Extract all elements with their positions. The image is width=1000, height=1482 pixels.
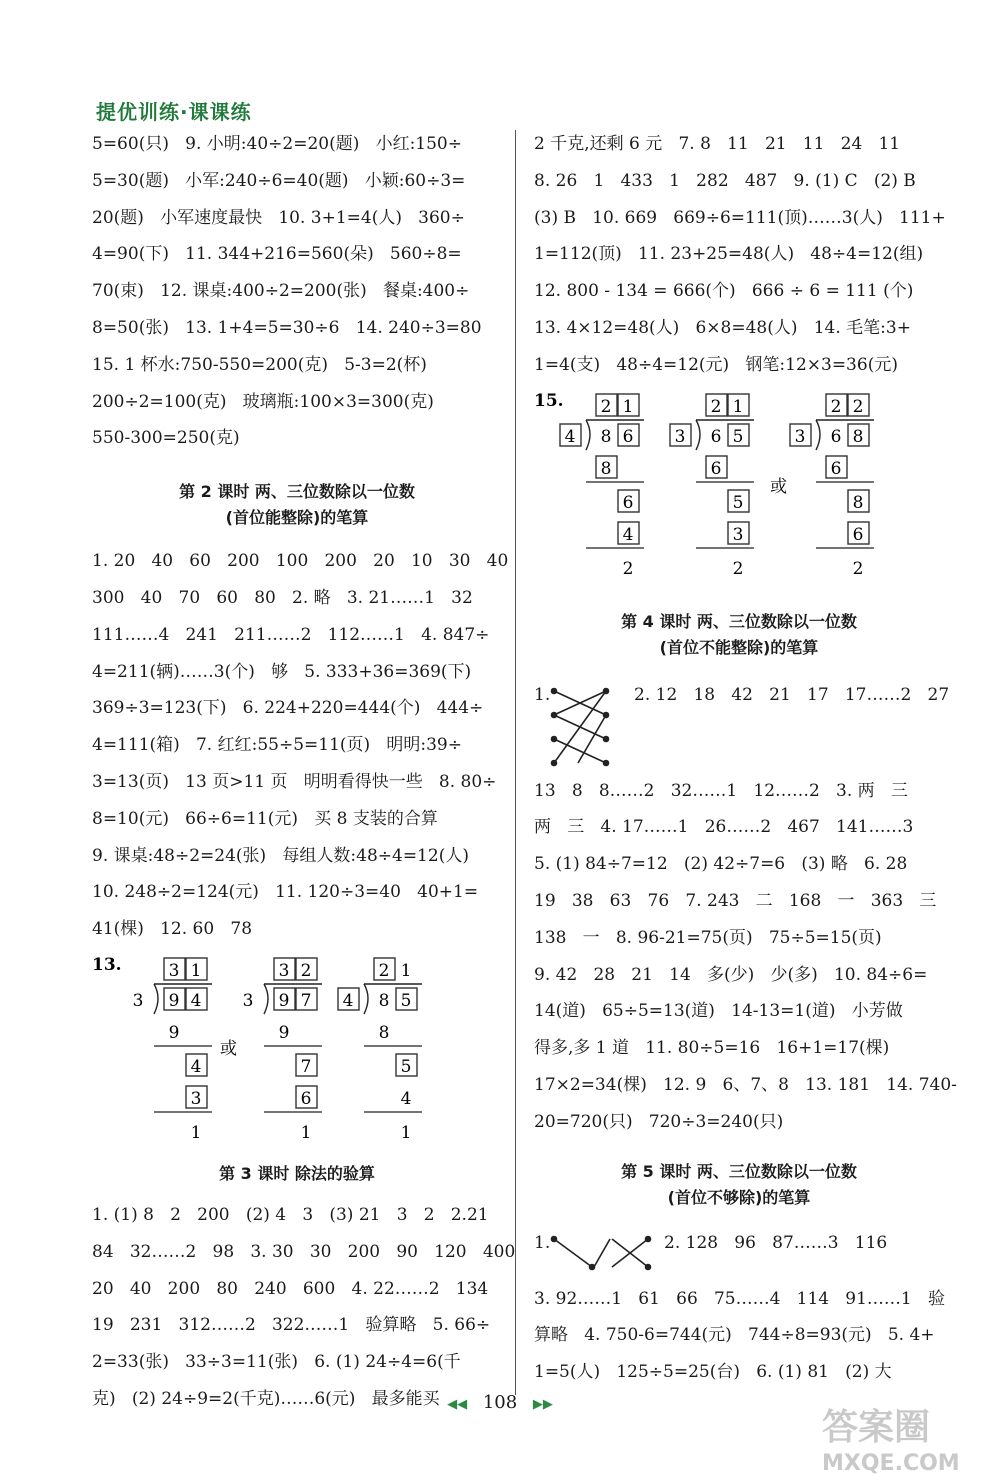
step-digit: 7 bbox=[300, 1056, 312, 1077]
divisor: 3 bbox=[674, 426, 686, 447]
quotient-digit: 1 bbox=[622, 396, 634, 417]
remainder: 1 bbox=[400, 1122, 412, 1143]
answer-line: 1=5(人) 125÷5=25(台) 6. (1) 81 (2) 大 bbox=[534, 1362, 892, 1383]
answer-line: (3) B 10. 669 669÷6=111(顶)……3(人) 111+ bbox=[534, 207, 946, 228]
section-4-title bbox=[534, 609, 944, 661]
answer-line: 9. 42 28 21 14 多(少) 少(多) 10. 84÷6= bbox=[534, 964, 928, 985]
section-title-line: 第 2 课时 两、三位数除以一位数 bbox=[179, 482, 415, 502]
answer-line: 138 一 8. 96-21=75(页) 75÷5=15(页) bbox=[534, 927, 882, 948]
answer-line: 克) (2) 24÷9=2(千克)……6(元) 最多能买 bbox=[92, 1388, 440, 1409]
step-digit: 6 bbox=[622, 492, 634, 513]
division-2 bbox=[670, 394, 754, 579]
division-bracket bbox=[264, 984, 268, 1014]
answer-line: 300 40 70 60 80 2. 略 3. 21……1 32 bbox=[92, 587, 473, 608]
matching-lines-figure-2 bbox=[548, 1229, 658, 1279]
step-digit: 9 bbox=[278, 1022, 290, 1043]
quotient-digit: 2 bbox=[830, 396, 842, 417]
dividend-digit: 6 bbox=[830, 426, 842, 447]
step-digit: 4 bbox=[400, 1088, 412, 1109]
answer-line: 两 三 4. 17……1 26……2 467 141……3 bbox=[534, 817, 914, 838]
quotient-digit: 1 bbox=[400, 960, 412, 981]
step-digit: 3 bbox=[190, 1088, 202, 1109]
question-number: 1. bbox=[534, 684, 551, 705]
dividend-digit: 9 bbox=[278, 990, 290, 1011]
division-bracket bbox=[154, 984, 158, 1014]
remainder: 2 bbox=[732, 558, 744, 579]
or-label: 或 bbox=[770, 476, 787, 497]
answer-line: 8=50(张) 13. 1+4=5=30÷6 14. 240÷3=80 bbox=[92, 317, 482, 338]
remainder: 2 bbox=[622, 558, 634, 579]
answer-line: 2 千克,还剩 6 元 7. 8 11 21 11 24 11 bbox=[534, 134, 901, 154]
question-number: 13. bbox=[92, 954, 122, 975]
division-2 bbox=[243, 958, 322, 1143]
answer-line: 4=111(箱) 7. 红红:55÷5=11(页) 明明:39÷ bbox=[92, 735, 462, 756]
answer-line: 8. 26 1 433 1 282 487 9. (1) C (2) B bbox=[534, 170, 916, 191]
matching-lines-figure bbox=[548, 683, 628, 779]
answer-line: 111……4 241 211……2 112……1 4. 847÷ bbox=[92, 624, 490, 645]
answer-line: 4=211(辆)……3(个) 够 5. 333+36=369(下) bbox=[92, 661, 472, 682]
answer-line: 14(道) 65÷5=13(道) 14-13=1(道) 小芳做 bbox=[534, 1001, 903, 1022]
dividend-digit: 8 bbox=[852, 426, 864, 447]
question-number: 15. bbox=[534, 390, 564, 411]
quotient-digit: 3 bbox=[278, 960, 290, 981]
answer-line: 2=33(张) 33÷3=11(张) 6. (1) 24÷4=6(千 bbox=[92, 1352, 461, 1373]
section-subtitle-line: (首位能整除)的笔算 bbox=[225, 508, 369, 528]
remainder: 1 bbox=[190, 1122, 202, 1143]
divisor: 3 bbox=[794, 426, 806, 447]
remainder: 2 bbox=[852, 558, 864, 579]
quotient-digit: 3 bbox=[168, 960, 180, 981]
quotient-digit: 2 bbox=[710, 396, 722, 417]
quotient-digit: 1 bbox=[732, 396, 744, 417]
answers-block-3 bbox=[92, 1197, 516, 1418]
question-answers: 2. 12 18 42 21 17 17……2 27 bbox=[634, 684, 950, 705]
dividend-digit: 8 bbox=[600, 426, 612, 447]
answer-line: 550-300=250(克) bbox=[92, 428, 240, 449]
answer-line: 5. (1) 84÷7=12 (2) 42÷7=6 (3) 略 6. 28 bbox=[534, 854, 908, 875]
section-subtitle-line: (首位不能整除)的笔算 bbox=[659, 637, 819, 657]
step-digit: 6 bbox=[830, 458, 842, 479]
answer-line: 5=30(题) 小军:240÷6=40(题) 小颖:60÷3= bbox=[92, 170, 466, 191]
remainder: 1 bbox=[300, 1122, 312, 1143]
answer-line: 13 8 8……2 32……1 12……2 3. 两 三 bbox=[534, 780, 908, 801]
answer-line: 1. (1) 8 2 200 (2) 4 3 (3) 21 3 2 2.21 bbox=[92, 1204, 489, 1225]
answer-line: 10. 248÷2=124(元) 11. 120÷3=40 40+1= bbox=[92, 882, 479, 903]
answer-line: 20=720(只) 720÷3=240(只) bbox=[534, 1111, 784, 1132]
prev-arrows-icon: ◀◀ bbox=[447, 1397, 468, 1412]
answers-block-r2 bbox=[534, 773, 957, 1141]
step-digit: 8 bbox=[600, 458, 612, 479]
divisor: 4 bbox=[342, 990, 354, 1011]
step-digit: 3 bbox=[732, 524, 744, 545]
answer-line: 15. 1 杯水:750-550=200(克) 5-3=2(杯) bbox=[92, 354, 427, 375]
divisor: 3 bbox=[132, 990, 144, 1011]
quotient-digit: 2 bbox=[852, 396, 864, 417]
section-3-title bbox=[92, 1161, 502, 1187]
answers-block-2 bbox=[92, 543, 509, 948]
matching-question-5-1 bbox=[534, 1225, 944, 1281]
answer-line: 3. 92……1 61 66 75……4 114 91……1 验 bbox=[534, 1288, 945, 1309]
section-5-title bbox=[534, 1159, 944, 1211]
answer-line: 4=90(下) 11. 344+216=560(朵) 560÷8= bbox=[92, 244, 462, 265]
dividend-digit: 6 bbox=[710, 426, 722, 447]
question-answers: 2. 128 96 87……3 116 bbox=[664, 1232, 888, 1253]
answer-line: 1=112(顶) 11. 23+25=48(人) 48÷4=12(组) bbox=[534, 244, 924, 265]
answer-line: 17×2=34(棵) 12. 9 6、7、8 13. 181 14. 740- bbox=[534, 1074, 957, 1095]
answers-block-1 bbox=[92, 126, 502, 457]
dividend-digit: 8 bbox=[378, 990, 390, 1011]
answer-line: 13. 4×12=48(人) 6×8=48(人) 14. 毛笔:3+ bbox=[534, 317, 911, 338]
step-digit: 8 bbox=[852, 492, 864, 513]
q15-long-division bbox=[534, 384, 944, 589]
section-title-line: 第 3 课时 除法的验算 bbox=[219, 1163, 375, 1183]
step-digit: 9 bbox=[168, 1022, 180, 1043]
answer-line: 70(束) 12. 课桌:400÷2=200(张) 餐桌:400÷ bbox=[92, 281, 470, 302]
quotient-digit: 2 bbox=[600, 396, 612, 417]
dividend-digit: 6 bbox=[622, 426, 634, 447]
quotient-digit: 2 bbox=[378, 960, 390, 981]
division-bracket bbox=[816, 420, 820, 450]
answer-line: 84 32……2 98 3. 30 30 200 90 120 400 bbox=[92, 1241, 516, 1262]
dividend-digit: 5 bbox=[400, 990, 412, 1011]
answer-line: 算略 4. 750-6=744(元) 744÷8=93(元) 5. 4+ bbox=[534, 1325, 935, 1346]
q15-division-figure bbox=[534, 384, 944, 589]
division-bracket bbox=[586, 420, 590, 450]
dividend-digit: 7 bbox=[300, 990, 312, 1011]
page-number: 108 bbox=[482, 1392, 518, 1413]
watermark-logo: 答案圈 MXQE.COM bbox=[822, 1407, 960, 1476]
step-digit: 5 bbox=[732, 492, 744, 513]
quotient-digit: 2 bbox=[300, 960, 312, 981]
answer-line: 9. 课桌:48÷2=24(张) 每组人数:48÷4=12(人) bbox=[92, 845, 469, 866]
answer-line: 19 231 312……2 322……1 验算略 5. 66÷ bbox=[92, 1315, 491, 1336]
step-digit: 8 bbox=[378, 1022, 390, 1043]
answers-block-r3 bbox=[534, 1281, 944, 1391]
question-number: 1. bbox=[534, 1232, 551, 1253]
division-3 bbox=[338, 958, 422, 1143]
answer-line: 3=13(页) 13 页>11 页 明明看得快一些 8. 80÷ bbox=[92, 771, 497, 792]
answer-line: 8=10(元) 66÷6=11(元) 买 8 支装的合算 bbox=[92, 808, 438, 829]
next-arrows-icon: ▶▶ bbox=[532, 1397, 553, 1412]
answer-line: 5=60(只) 9. 小明:40÷2=20(题) 小红:150÷ bbox=[92, 134, 462, 154]
divisor: 4 bbox=[564, 426, 576, 447]
step-digit: 4 bbox=[190, 1056, 202, 1077]
answer-line: 得多,多 1 道 11. 80÷5=16 16+1=17(棵) bbox=[534, 1038, 890, 1059]
section-title-line: 第 4 课时 两、三位数除以一位数 bbox=[621, 611, 857, 631]
step-digit: 6 bbox=[710, 458, 722, 479]
q13-division-figure bbox=[92, 948, 502, 1153]
quotient-digit: 1 bbox=[190, 960, 202, 981]
answer-line: 12. 800 - 134 = 666(个) 666 ÷ 6 = 111 (个) bbox=[534, 281, 914, 302]
step-digit: 4 bbox=[622, 524, 634, 545]
answer-line: 19 38 63 76 7. 243 二 168 一 363 三 bbox=[534, 890, 937, 911]
right-column bbox=[534, 126, 957, 1391]
division-3 bbox=[790, 394, 874, 579]
step-digit: 6 bbox=[300, 1088, 312, 1109]
matching-question-1 bbox=[534, 677, 950, 773]
section-subtitle-line: (首位不够除)的笔算 bbox=[667, 1187, 811, 1207]
left-column bbox=[92, 126, 516, 1418]
section-title-line: 第 5 课时 两、三位数除以一位数 bbox=[621, 1161, 857, 1181]
answers-block-r1 bbox=[534, 126, 944, 384]
answer-line: 1. 20 40 60 200 100 200 20 10 30 40 bbox=[92, 551, 509, 572]
answer-line: 20(题) 小军速度最快 10. 3+1=4(人) 360÷ bbox=[92, 207, 465, 228]
answer-line: 41(棵) 12. 60 78 bbox=[92, 919, 253, 940]
section-2-title bbox=[92, 479, 502, 531]
step-digit: 6 bbox=[852, 524, 864, 545]
answer-line: 200÷2=100(克) 玻璃瓶:100×3=300(克) bbox=[92, 391, 434, 412]
answer-line: 20 40 200 80 240 600 4. 22……2 134 bbox=[92, 1278, 489, 1299]
division-1 bbox=[133, 958, 212, 1143]
division-bracket bbox=[696, 420, 700, 450]
answer-line: 369÷3=123(下) 6. 224+220=444(个) 444÷ bbox=[92, 698, 484, 719]
book-title: 提优训练·课课练 bbox=[96, 100, 252, 124]
step-digit: 5 bbox=[400, 1056, 412, 1077]
dividend-digit: 5 bbox=[732, 426, 744, 447]
answer-line: 1=4(支) 48÷4=12(元) 钢笔:12×3=36(元) bbox=[534, 354, 898, 375]
q13-long-division bbox=[92, 948, 502, 1153]
division-1 bbox=[560, 394, 644, 579]
dividend-digit: 4 bbox=[190, 990, 202, 1011]
divisor: 3 bbox=[242, 990, 254, 1011]
division-bracket bbox=[364, 984, 368, 1014]
dividend-digit: 9 bbox=[168, 990, 180, 1011]
or-label: 或 bbox=[220, 1038, 237, 1059]
column-divider bbox=[515, 130, 516, 1395]
